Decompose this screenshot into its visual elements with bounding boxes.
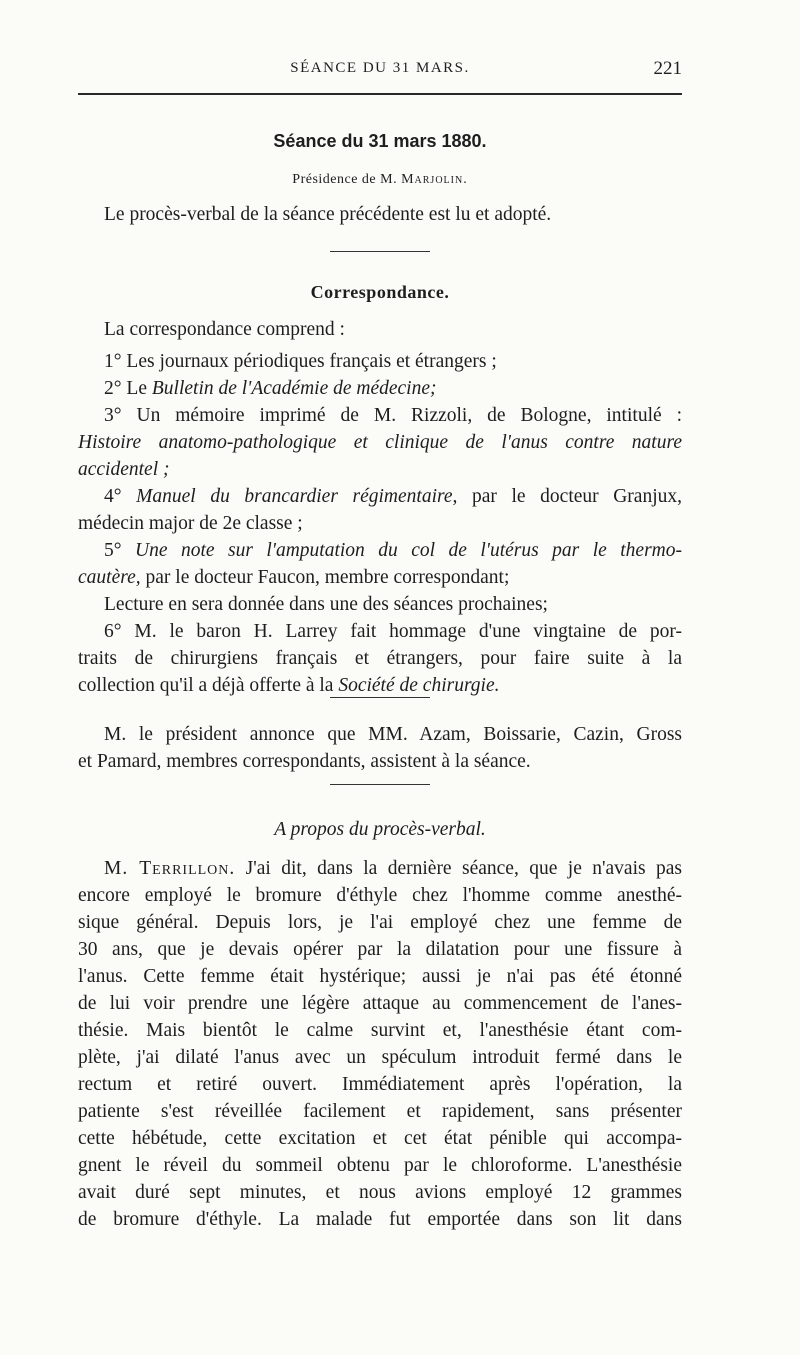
body-line-1-text: J'ai dit, dans la dernière séance, que je n'avais pas: [235, 858, 682, 879]
correspondence-heading: Correspondance.: [310, 282, 450, 302]
item-5-title-end: cautère,: [78, 567, 141, 588]
item-5-title: Une note sur l'amputation du col de l'utérus par le thermo-: [135, 540, 682, 561]
correspondence-item-5-line-2: [78, 564, 682, 592]
item-6-start: collection qu'il a déjà offerte à la: [78, 675, 339, 696]
section-divider: [330, 697, 430, 698]
correspondence-item-1: 1° Les journaux périodiques français et étrangers ;: [104, 351, 497, 372]
body-line-14: de bromure d'éthyle. La malade fut emportée dans son lit dans: [78, 1209, 682, 1230]
item-5-rest: par le docteur Faucon, membre correspondant;: [140, 567, 510, 588]
correspondence-item-2: [104, 375, 682, 403]
body-line-5: l'anus. Cette femme était hystérique; aussi je n'ai pas été étonné: [78, 966, 682, 987]
body-line-1: [104, 855, 682, 883]
body-line-6: de lui voir prendre une légère attaque au commencement de l'anes-: [78, 993, 682, 1014]
item-6-title: Société de chirurgie.: [338, 675, 500, 696]
body-line-3: sique général. Depuis lors, je l'ai employé chez une femme de: [78, 912, 682, 933]
correspondence-intro: La correspondance comprend :: [104, 319, 345, 340]
presidency-line: [78, 172, 682, 188]
correspondence-item-4-line-1: [104, 483, 682, 511]
item-5-prefix: 5°: [104, 540, 136, 561]
body-line-10: patiente s'est réveillée facilement et rapidement, sans présenter: [78, 1101, 682, 1122]
president-name: Marjolin.: [401, 172, 468, 187]
section-divider: [330, 251, 430, 252]
speaker-name: M. Terrillon.: [104, 858, 236, 879]
section-divider: [330, 784, 430, 785]
item-4-rest: par le docteur Granjux,: [457, 486, 682, 507]
body-line-7: thésie. Mais bientôt le calme survint et, l'anesthésie étant com-: [78, 1020, 682, 1041]
correspondence-item-3-line-2: Histoire anatomo-pathologique et clinique de l'anus contre nature: [78, 432, 682, 453]
item-2-prefix: 2° Le: [104, 378, 152, 399]
correspondence-item-3-line-3: accidentel ;: [78, 459, 170, 480]
running-head: [78, 56, 682, 86]
body-line-11: cette hébétude, cette excitation et cet état pénible qui accompa-: [78, 1128, 682, 1149]
body-line-8: plète, j'ai dilaté l'anus avec un spéculum introduit fermé dans le: [78, 1047, 682, 1068]
correspondence-item-5-line-1: [104, 537, 682, 565]
correspondence-item-6-line-2: traits de chirurgiens français et étrangers, pour faire suite à la: [78, 648, 682, 669]
item-4-title: Manuel du brancardier régimentaire,: [136, 486, 458, 507]
correspondence-item-6-line-1: 6° M. le baron H. Larrey fait hommage d'une vingtaine de por-: [104, 621, 682, 642]
reading-note: Lecture en sera donnée dans une des séances prochaines;: [104, 594, 548, 615]
correspondence-item-6-line-3: [78, 672, 682, 700]
presidency-prefix: Présidence de M.: [292, 172, 402, 187]
body-line-9: rectum et retiré ouvert. Immédiatement après l'opération, la: [78, 1074, 682, 1095]
correspondence-item-4-line-2: médecin major de 2e classe ;: [78, 513, 303, 534]
body-line-4: 30 ans, que je devais opérer par la dilatation pour une fissure à: [78, 939, 682, 960]
body-line-12: gnent le réveil du sommeil obtenu par le chloroforme. L'anesthésie: [78, 1155, 682, 1176]
running-head-title: SÉANCE DU 31 MARS.: [290, 60, 470, 76]
page-number: 221: [653, 58, 682, 79]
session-title: Séance du 31 mars 1880.: [273, 131, 487, 151]
announcement-line-1: M. le président annonce que MM. Azam, Boissarie, Cazin, Gross: [104, 724, 682, 745]
proces-verbal-heading: A propos du procès-verbal.: [274, 819, 486, 840]
announcement-line-2: et Pamard, membres correspondants, assistent à la séance.: [78, 751, 531, 772]
body-line-13: avait duré sept minutes, et nous avions employé 12 grammes: [78, 1182, 682, 1203]
header-rule: [78, 93, 682, 95]
item-2-title: Bulletin de l'Académie de médecine;: [151, 378, 437, 399]
minutes-line: Le procès-verbal de la séance précédente est lu et adopté.: [104, 204, 552, 225]
body-line-2: encore employé le bromure d'éthyle chez l'homme comme anesthé-: [78, 885, 682, 906]
item-4-prefix: 4°: [104, 486, 137, 507]
correspondence-item-3-line-1: 3° Un mémoire imprimé de M. Rizzoli, de Bologne, intitulé :: [104, 405, 682, 426]
